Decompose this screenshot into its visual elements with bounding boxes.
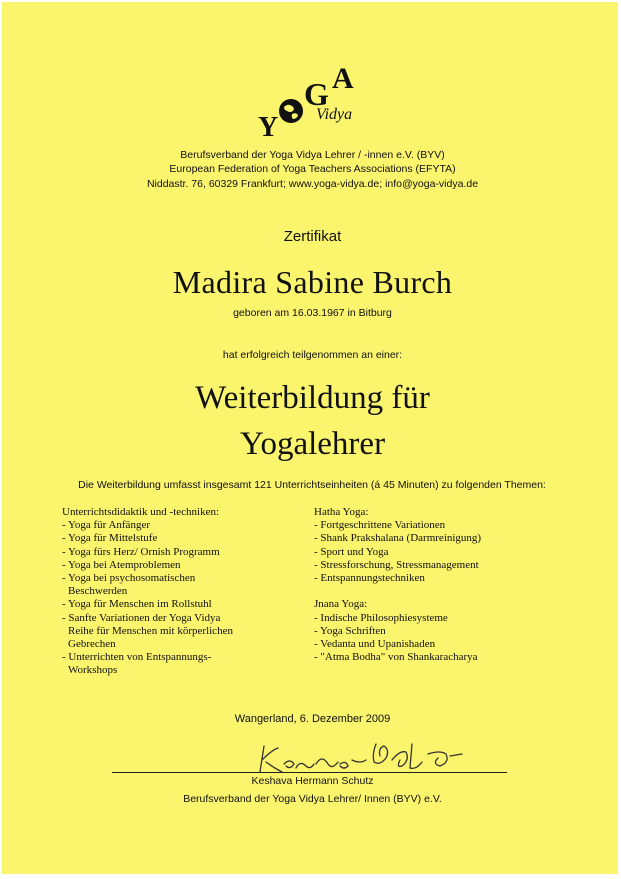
topic-item: Gebrechen bbox=[68, 638, 116, 651]
certificate-title: Zertifikat bbox=[283, 228, 342, 245]
signer-organization: Berufsverband der Yoga Vidya Lehrer/ Innen (BYV) e.V. bbox=[183, 793, 442, 805]
signature-line bbox=[112, 772, 507, 773]
topic-item: - "Atma Bodha" von Shankaracharya bbox=[314, 651, 478, 664]
topic-item: - Stressforschung, Stressmanagement bbox=[314, 558, 479, 571]
topic-item: - Fortgeschrittene Variationen bbox=[314, 519, 446, 532]
globe-icon bbox=[278, 98, 304, 124]
topic-item: - Sanfte Variationen der Yoga Vidya bbox=[62, 611, 221, 624]
topic-item: Beschwerden bbox=[68, 585, 128, 598]
topic-item: - Yoga für Mittelstufe bbox=[62, 532, 158, 545]
course-title-line2: Yogalehrer bbox=[239, 426, 386, 462]
topic-item: - Sport und Yoga bbox=[314, 545, 389, 558]
org-name: Berufsverband der Yoga Vidya Lehrer / -innen e.V. (BYV) bbox=[180, 149, 445, 161]
participation-text: hat erfolgreich teilgenommen an einer: bbox=[222, 349, 403, 361]
org-address: Niddastr. 76, 60329 Frankfurt; www.yoga-vidya.de; info@yoga-vidya.de bbox=[146, 178, 479, 190]
topic-item: - Entspannungstechniken bbox=[314, 572, 425, 585]
topic-item: Reihe für Menschen mit körperlichen bbox=[68, 624, 233, 637]
org-federation: European Federation of Yoga Teachers Associations (EFYTA) bbox=[169, 163, 456, 175]
topic-item: - Unterrichten von Entspannungs- bbox=[62, 651, 212, 664]
topic-heading-jnana: Jnana Yoga: bbox=[314, 598, 368, 611]
topic-item: - Yoga bei psychosomatischen bbox=[62, 572, 196, 585]
topic-item: - Shank Prakshalana (Darmreinigung) bbox=[314, 532, 482, 545]
topic-item: Workshops bbox=[68, 664, 118, 677]
topic-item: - Indische Philosophiesysteme bbox=[314, 611, 448, 624]
recipient-name: Madira Sabine Burch bbox=[172, 264, 453, 300]
spacer bbox=[314, 585, 554, 598]
topic-item: Unterrichtsdidaktik und -techniken: bbox=[62, 506, 220, 518]
topics-left-column bbox=[62, 506, 297, 678]
topic-item: - Yoga für Menschen im Rollstuhl bbox=[62, 598, 212, 611]
topics-right-column bbox=[314, 506, 554, 664]
topic-item: - Yoga fürs Herz/ Ornish Programm bbox=[62, 545, 220, 558]
topic-item: - Yoga bei Atemproblemen bbox=[62, 558, 181, 571]
issue-date: Wangerland, 6. Dezember 2009 bbox=[234, 713, 391, 725]
topic-heading-hatha: Hatha Yoga: bbox=[314, 506, 369, 518]
yoga-vidya-logo bbox=[250, 62, 380, 146]
topic-item: - Yoga für Anfänger bbox=[62, 519, 150, 532]
logo-letter-a: A bbox=[332, 62, 354, 95]
course-intro: Die Weiterbildung umfasst insgesamt 121 Unterrichtseinheiten (á 45 Minuten) zu folgenden Themen: bbox=[78, 479, 546, 491]
topic-item: - Yoga Schriften bbox=[314, 624, 386, 637]
logo-letter-g: G bbox=[304, 76, 329, 112]
topic-item: - Vedanta und Upanishaden bbox=[314, 638, 436, 651]
logo-letter-y: Y bbox=[258, 112, 279, 143]
logo-vidya: Vidya bbox=[316, 106, 353, 123]
certificate-page bbox=[2, 2, 618, 874]
birth-info: geboren am 16.03.1967 in Bitburg bbox=[233, 307, 392, 319]
course-title-line1: Weiterbildung für bbox=[195, 380, 430, 416]
signer-name: Keshava Hermann Schutz bbox=[251, 775, 374, 787]
